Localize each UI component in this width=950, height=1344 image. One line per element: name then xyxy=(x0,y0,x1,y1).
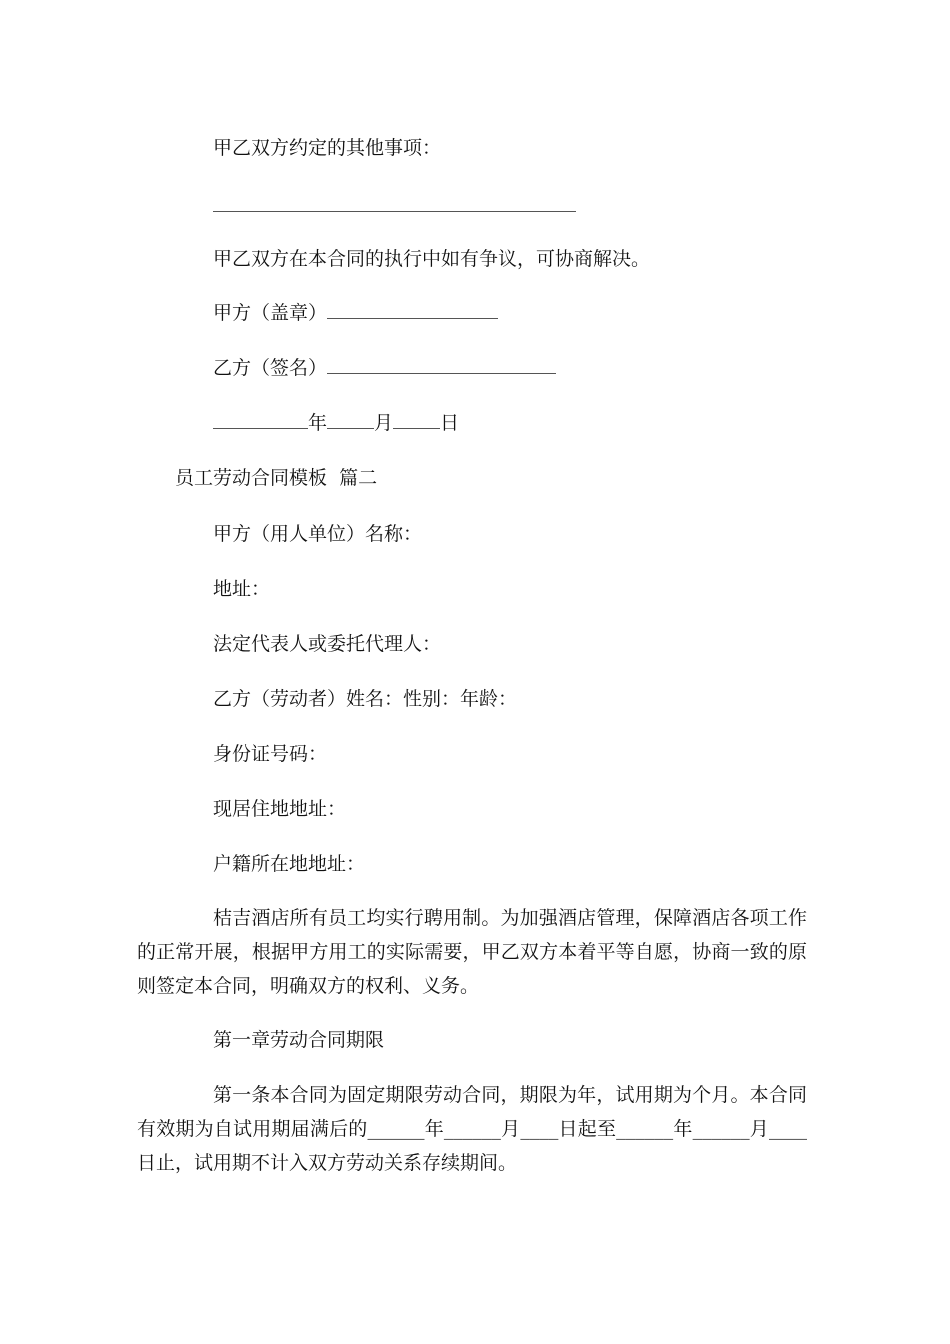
year-label: 年 xyxy=(308,412,328,434)
article1-paragraph: 第一条本合同为固定期限劳动合同，期限为年，试用期为个月。本合同有效期为自试用期届满后的______年______月____日起至______年______月____日止，试用期不计入双方劳动关系存续期间。 xyxy=(137,1084,807,1174)
other-matters-line: 甲乙双方约定的其他事项： xyxy=(213,137,442,159)
party-a-seal-label: 甲方（盖章） xyxy=(213,302,328,324)
party-b-sign-label: 乙方（签名） xyxy=(213,357,328,379)
year-blank xyxy=(213,412,308,429)
month-label: 月 xyxy=(374,412,394,434)
other-matters-blank-rule xyxy=(213,211,576,212)
day-label: 日 xyxy=(440,412,460,434)
id-number-line: 身份证号码： xyxy=(213,743,328,765)
chapter1-title: 第一章劳动合同期限 xyxy=(213,1029,385,1051)
party-a-seal-blank xyxy=(327,302,498,319)
signature-date-line xyxy=(213,412,459,434)
section-title: 员工劳动合同模板 篇二 xyxy=(175,467,378,489)
party-b-sign-line xyxy=(213,357,556,379)
employer-name-line: 甲方（用人单位）名称： xyxy=(213,523,423,545)
party-a-seal-line xyxy=(213,302,498,324)
party-b-sign-blank xyxy=(327,357,556,374)
legal-rep-line: 法定代表人或委托代理人： xyxy=(213,633,442,655)
dispute-line: 甲乙双方在本合同的执行中如有争议，可协商解决。 xyxy=(213,248,651,270)
employee-info-line: 乙方（劳动者）姓名：性别：年龄： xyxy=(213,688,518,710)
current-address-line: 现居住地地址： xyxy=(213,798,347,820)
address-line: 地址： xyxy=(213,578,271,600)
day-blank xyxy=(393,412,440,429)
household-address-line: 户籍所在地地址： xyxy=(213,853,366,875)
month-blank xyxy=(327,412,374,429)
intro-paragraph: 桔吉酒店所有员工均实行聘用制。为加强酒店管理，保障酒店各项工作的正常开展，根据甲方用工的实际需要，甲乙双方本着平等自愿，协商一致的原则签定本合同，明确双方的权利、义务。 xyxy=(137,907,807,997)
